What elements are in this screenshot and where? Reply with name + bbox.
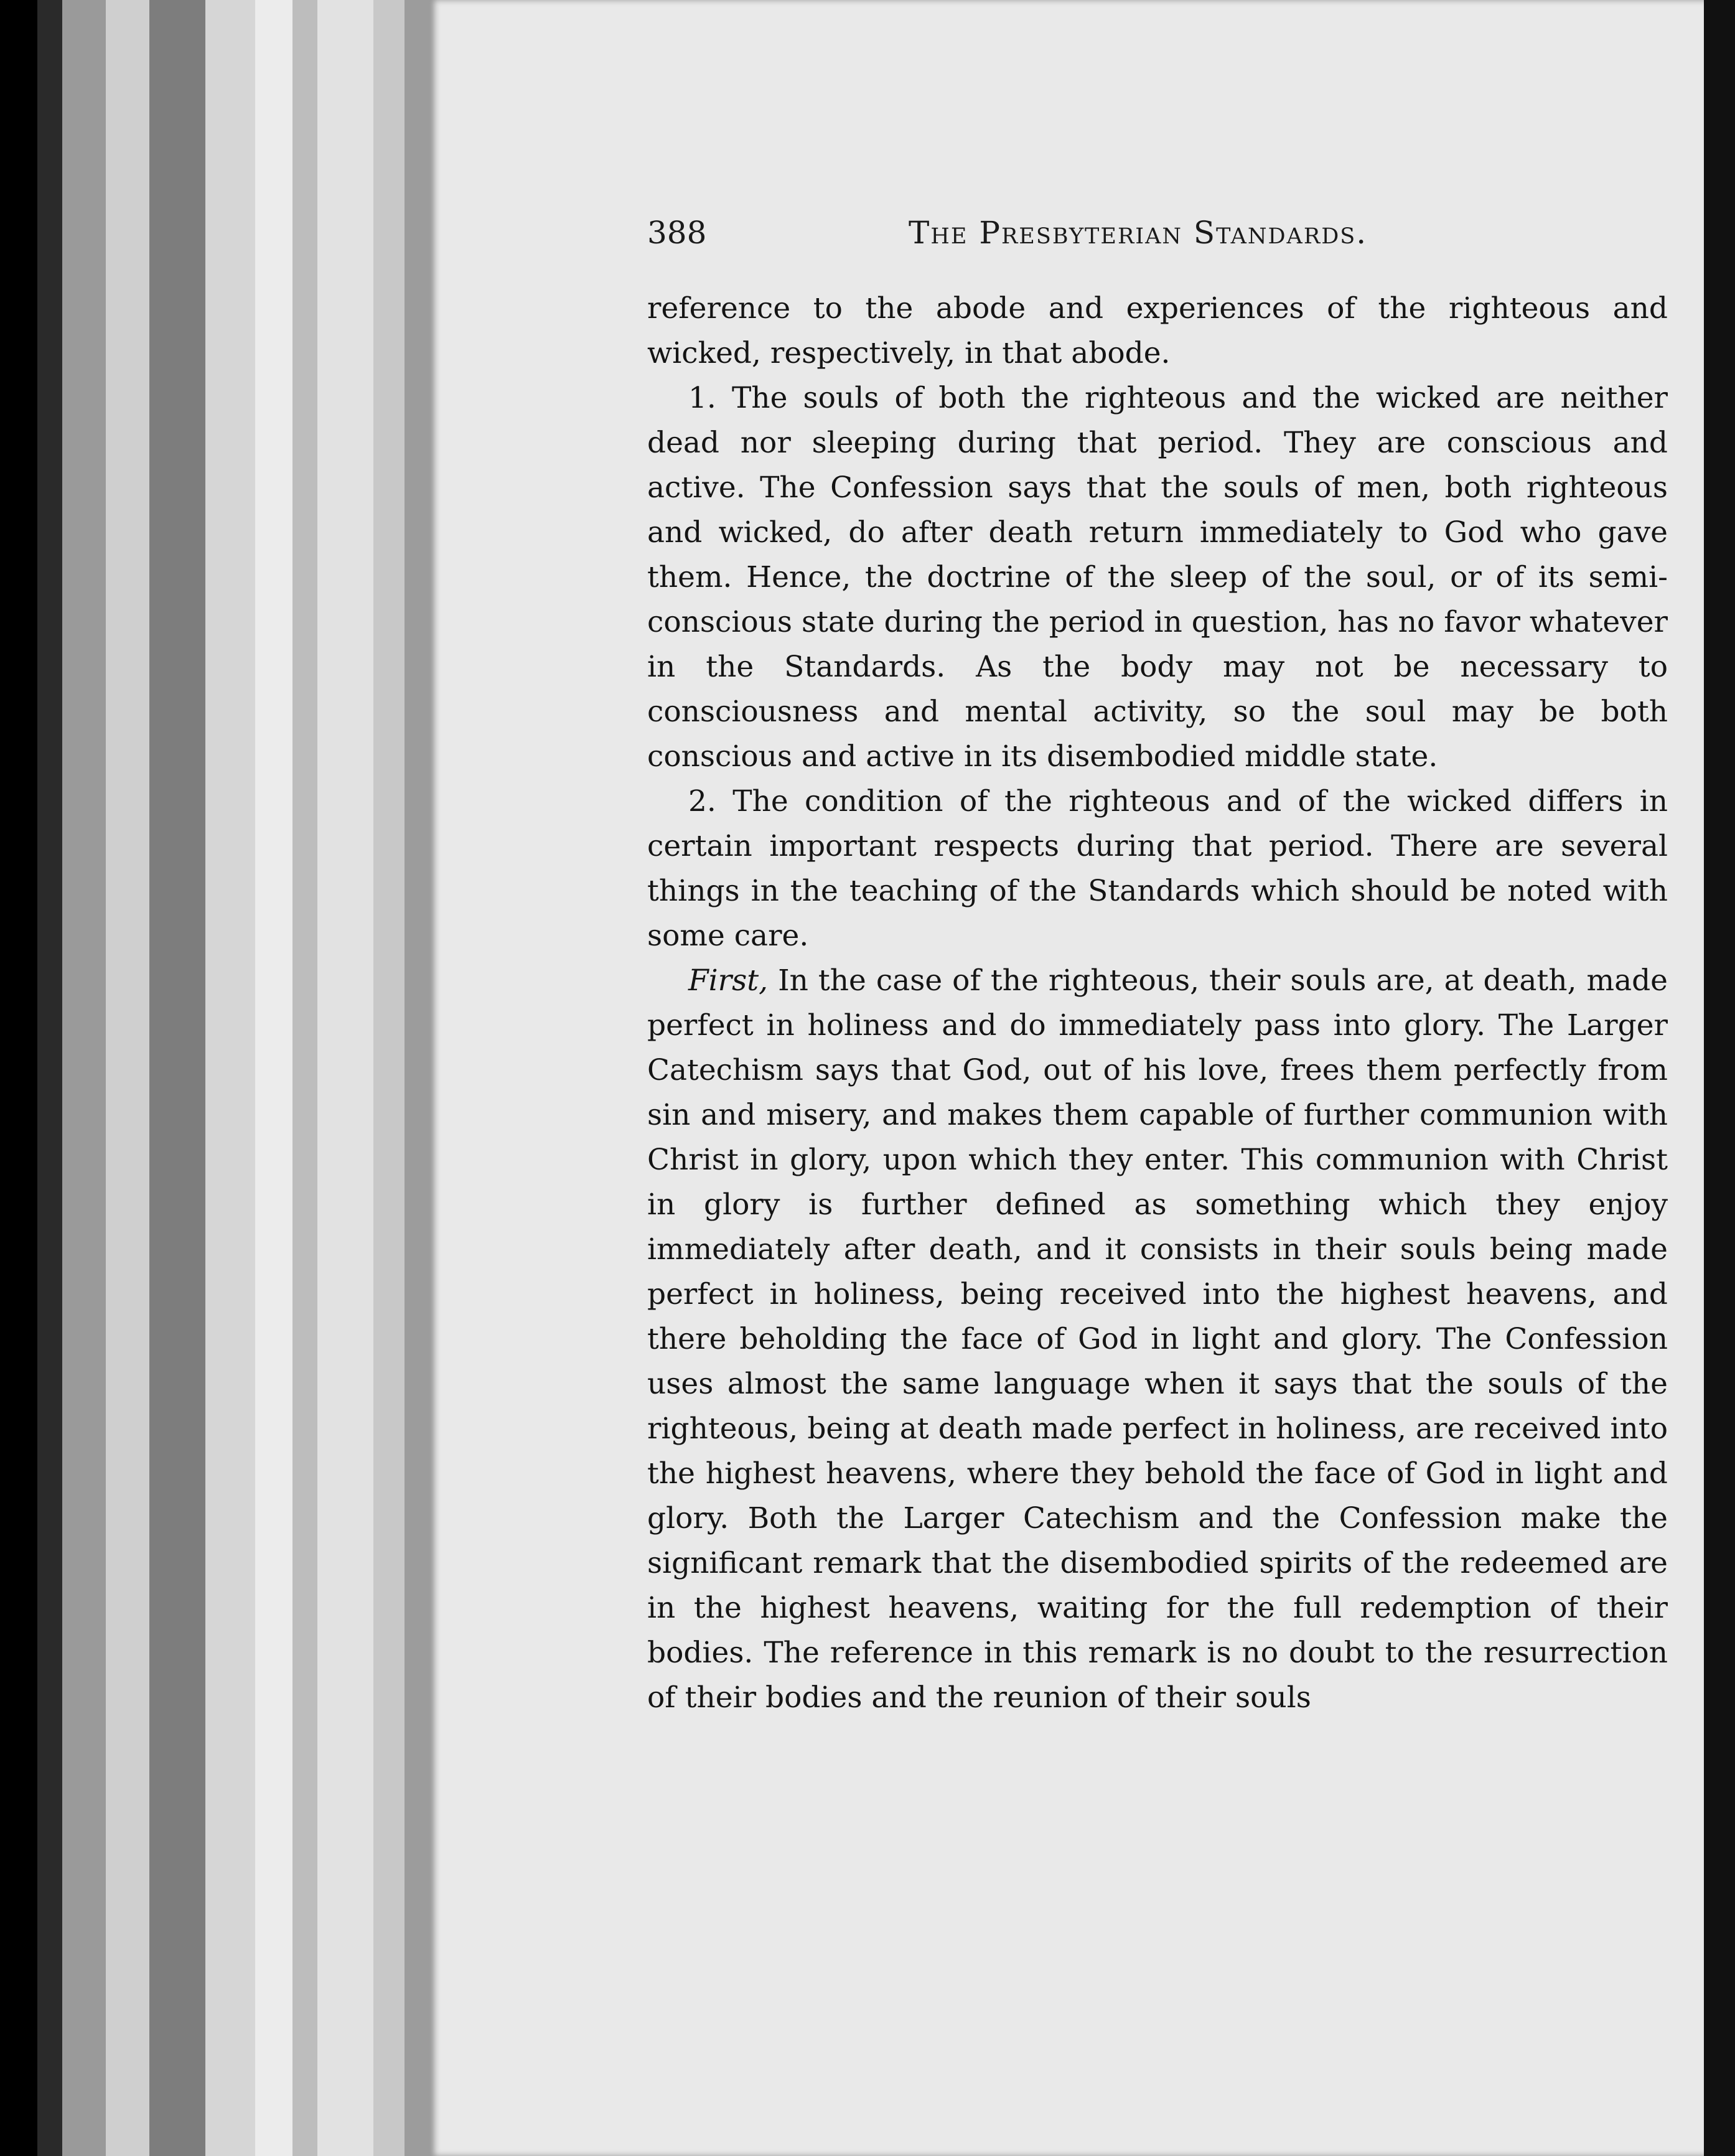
book-edge-7 bbox=[292, 0, 317, 2156]
book-edge-2 bbox=[62, 0, 106, 2156]
paragraph-continuation: reference to the abode and experiences of the righteous and wicked, respectively, in that abode. bbox=[647, 291, 1668, 370]
paragraph-point-1: 1. The souls of both the righteous and the wicked are neither dead nor sleeping during that period. They are conscious and active. The Confession says that the souls of men, both righteous and wicked, do after death return immediately to God who gave them. Hence, the doctrine of the sleep of the soul, or of its semi-conscious state during the period in question, has no favor whatever in the Standards. As the body may not be necessary to consciousness and mental activity, so the soul may be both conscious and active in its disembodied middle state. bbox=[647, 381, 1668, 774]
scan-frame-edge bbox=[0, 0, 37, 2156]
book-edge-10 bbox=[405, 0, 429, 2156]
page-header bbox=[647, 215, 1668, 258]
paragraph-first bbox=[647, 958, 1668, 1720]
paragraph-first-lead: First, bbox=[688, 963, 769, 998]
book-edge-5 bbox=[205, 0, 255, 2156]
page-right-shadow bbox=[1704, 0, 1735, 2156]
running-head: The Presbyterian Standards. bbox=[909, 215, 1368, 251]
page-number: 388 bbox=[647, 215, 707, 251]
paragraph-first-text: In the case of the righteous, their souls are, at death, made perfect in holiness and do immediately pass into glory. The Larger Catechism says that God, out of his love, frees them perfectly from sin and misery, and makes them capable of further communion with Christ in glory, upon which they enter. This communion with Christ in glory is further defined as something which they enjoy immediately after death, and it consists in their souls being made perfect in holiness, being received into the highest heavens, and there beholding the face of God in light and glory. The Confession uses almost the same language when it says that the souls of the righteous, being at death made perfect in holiness, are received into the highest heavens, where they behold the face of God in light and glory. Both the Larger Catechism and the Confession make the significant remark that the disembodied spirits of the redeemed are in the highest heavens, waiting for the full redemption of their bodies. The reference in this remark is no doubt to the resurrection of their bodies and the reunion of their souls bbox=[647, 963, 1668, 1715]
book-edge-9 bbox=[373, 0, 405, 2156]
paragraph-point-2: 2. The condition of the righteous and of the wicked differs in certain important respects during that period. There are several things in the teaching of the Standards which should be noted with some care. bbox=[647, 784, 1668, 953]
page-body-text bbox=[647, 286, 1668, 1720]
book-edge-1 bbox=[37, 0, 62, 2156]
book-edge-6 bbox=[255, 0, 292, 2156]
book-edge-8 bbox=[317, 0, 373, 2156]
book-edge-3 bbox=[106, 0, 149, 2156]
book-edge-4 bbox=[149, 0, 205, 2156]
